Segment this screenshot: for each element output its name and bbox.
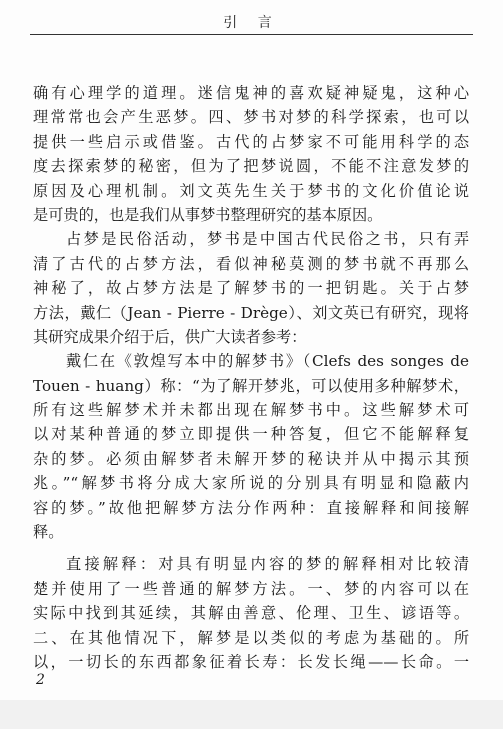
quote-line: 所有这些解梦术并未都出现在解梦书中。这些解梦术可 bbox=[33, 401, 469, 420]
text-line: 方法，戴仁（Jean - Pierre - Drège）、刘文英已有研究，现将 bbox=[33, 303, 469, 322]
body-text bbox=[33, 81, 469, 674]
page-number: 2 bbox=[36, 672, 45, 688]
text-line: 实际中找到其延续，其解由善意、伦理、卫生、谚语等。 bbox=[33, 604, 469, 623]
scan-bottom-strip bbox=[0, 700, 503, 729]
header-rule bbox=[30, 34, 473, 35]
text-line: 提供一些启示或借鉴。古代的占梦家不可能用科学的态 bbox=[33, 132, 469, 151]
quote-line: 杂的梦。必须由解梦者未解开梦的秘诀并从中揭示其预 bbox=[33, 449, 469, 468]
paragraph-gap bbox=[33, 544, 469, 552]
text-line: 确有心理学的道理。迷信鬼神的喜欢疑神疑鬼，这种心 bbox=[33, 84, 469, 102]
text-line: 原因及心理机制。刘文英先生关于梦书的文化价值论说 bbox=[33, 181, 469, 200]
quote-line: 兆。”“解梦书将分成大家所说的分别具有明显和隐蔽内 bbox=[33, 474, 469, 493]
text-line: 神秘了，故占梦方法是了解梦书的一把钥匙。关于占梦 bbox=[33, 279, 469, 298]
quote-line: 戴仁在《敦煌写本中的解梦书》（Clefs des songes de bbox=[66, 352, 469, 371]
text-line: 楚并使用了一些普通的解梦方法。一、梦的内容可以在 bbox=[33, 579, 469, 598]
text-line: 直接解释：对具有明显内容的梦的解释相对比较清 bbox=[66, 555, 469, 574]
text-line: 二、在其他情况下，解梦是以类似的考虑为基础的。所 bbox=[33, 628, 469, 647]
quote-line: 以对某种普通的梦立即提供一种答复，但它不能解释复 bbox=[33, 425, 469, 444]
running-header: 引 言 bbox=[223, 15, 280, 31]
quote-line: 释。 bbox=[33, 523, 64, 542]
quote-line: 容的梦。”故他把解梦方法分作两种：直接解释和间接解 bbox=[33, 498, 469, 517]
text-line: 度去探索梦的秘密，但为了把梦说圆，不能不注意发梦的 bbox=[33, 157, 469, 176]
text-line: 其研究成果介绍于后，供广大读者参考： bbox=[33, 327, 307, 346]
text-line: 理常常也会产生恶梦。四、梦书对梦的科学探索，也可以 bbox=[33, 108, 469, 127]
text-line: 占梦是民俗活动，梦书是中国古代民俗之书，只有弄 bbox=[66, 230, 469, 249]
text-line: 清了古代的占梦方法，看似神秘莫测的梦书就不再那么 bbox=[33, 254, 469, 273]
quote-line: Touen - huang）称：“为了解开梦兆，可以使用多种解梦术， bbox=[33, 376, 469, 395]
text-line: 是可贵的，也是我们从事梦书整理研究的基本原因。 bbox=[33, 205, 383, 224]
text-line: 以，一切长的东西都象征着长寿：长发长绳——长命。一 bbox=[33, 652, 469, 671]
